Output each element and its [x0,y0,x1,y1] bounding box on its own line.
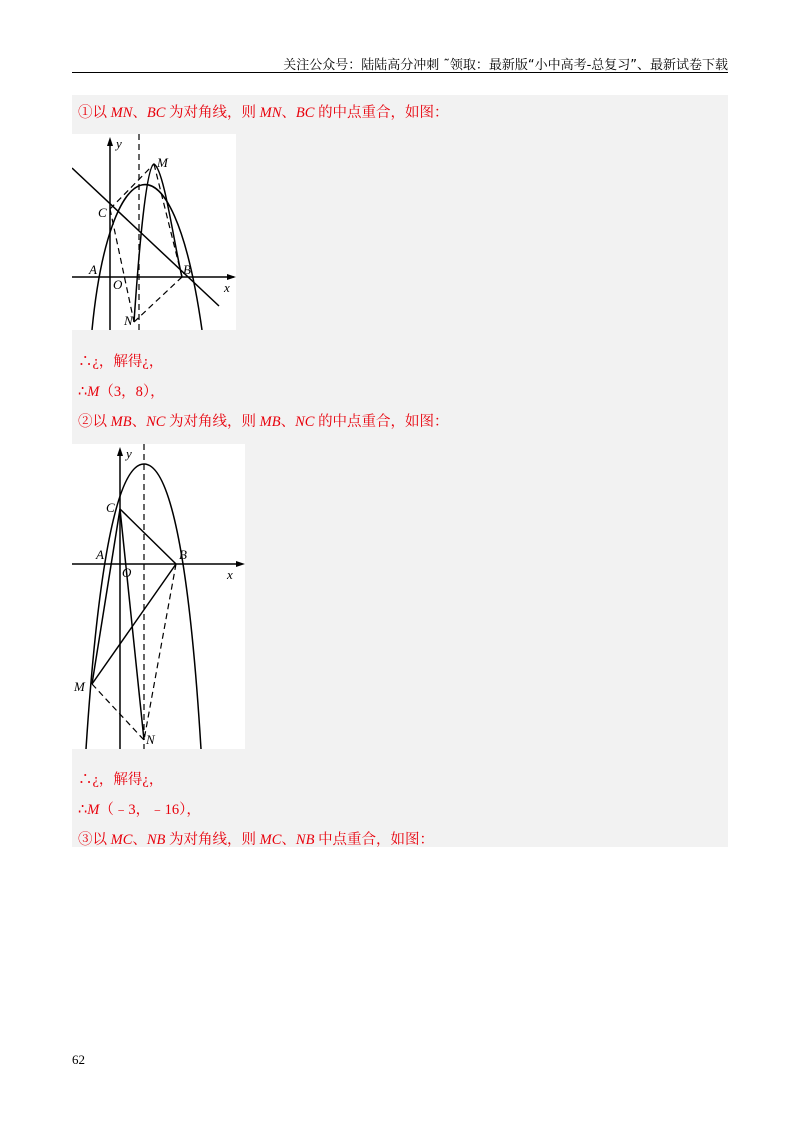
fig2-y-arrow [117,447,123,456]
result1-value: （3，8）， [99,384,165,400]
case2-diag-d: NC [295,414,315,430]
page-header: 关注公众号：陆陆高分冲刺 ˜领取：最新版“小中高考-总复习”、最新试卷下载 [283,58,728,73]
fig2-label-B: B [179,547,187,562]
fig1-line-bc [72,168,219,306]
fig2-label-O: O [122,565,132,580]
figure-2-diagram [72,444,245,749]
case3-line [78,828,434,849]
result1-point: M [87,384,100,400]
fig2-cm [92,509,120,684]
figure-1-diagram [72,134,236,330]
result1-line [78,380,165,401]
fig1-parabola-shifted [134,164,182,322]
case1-diag-a: MN [110,105,133,121]
fig2-label-y: y [126,446,132,461]
fig1-label-C: C [98,205,107,220]
result2-line [78,798,201,819]
fig1-label-O: O [113,277,123,292]
case3-tail: 中点重合，如图： [314,832,435,848]
fig2-label-C: C [106,500,115,515]
case2-diag-a: MB [110,414,132,430]
case3-diag-a: MC [110,832,133,848]
case1-sep2: 、 [281,105,296,121]
solve1-line: ∴¿，解得¿， [78,354,164,370]
fig2-cb [120,509,176,564]
case1-diag-d: BC [295,105,315,121]
figure-2 [72,444,245,749]
fig1-label-x: x [224,280,230,295]
solve2-line: ∴¿，解得¿， [78,772,164,788]
case3-sep: 、 [132,832,147,848]
case1-diag-b: BC [146,105,166,121]
figure-1 [72,134,236,330]
case3-sep2: 、 [281,832,296,848]
case2-line [78,410,449,431]
fig2-x-arrow [236,561,245,567]
solution-block [72,95,728,847]
fig1-label-N: N [124,313,133,328]
fig2-mb [92,564,176,684]
fig1-label-B: B [183,262,191,277]
fig2-cn [120,509,144,740]
fig1-cn [110,209,134,322]
result2-point: M [87,802,100,818]
result1-therefore: ∴ [78,384,88,400]
case2-mid: 为对角线，则 [165,414,260,430]
case1-diag-c: MN [259,105,282,121]
case2-tail: 的中点重合，如图： [314,414,449,430]
case3-number: ③以 [78,832,111,848]
case2-diag-b: NC [146,414,166,430]
case1-mid: 为对角线，则 [165,105,260,121]
case3-mid: 为对角线，则 [165,832,260,848]
case1-line [78,101,449,122]
fig1-label-A: A [89,262,97,277]
case1-sep: 、 [132,105,147,121]
case2-sep: 、 [131,414,147,430]
fig1-y-arrow [107,137,113,146]
case2-number: ②以 [78,414,111,430]
fig2-mn [92,684,144,740]
case3-diag-d: NB [295,832,315,848]
fig2-label-x: x [227,567,233,582]
case1-number: ①以 [78,105,111,121]
fig2-label-M: M [74,679,85,694]
case1-tail: 的中点重合，如图： [314,105,449,121]
case3-diag-c: MC [259,832,282,848]
fig1-label-M: M [157,155,168,170]
case2-sep2: 、 [280,414,296,430]
fig2-bn [144,564,176,740]
result2-therefore: ∴ [78,802,88,818]
fig2-label-N: N [146,732,155,747]
fig2-label-A: A [96,547,104,562]
result2-value: （﹣3，﹣16）， [99,802,201,818]
page-number: 62 [72,1052,85,1067]
fig1-parabola [92,185,202,330]
fig1-nb [134,277,182,322]
case2-diag-c: MB [259,414,281,430]
fig1-label-y: y [116,136,122,151]
header-rule [72,72,728,73]
case3-diag-b: NB [146,832,166,848]
